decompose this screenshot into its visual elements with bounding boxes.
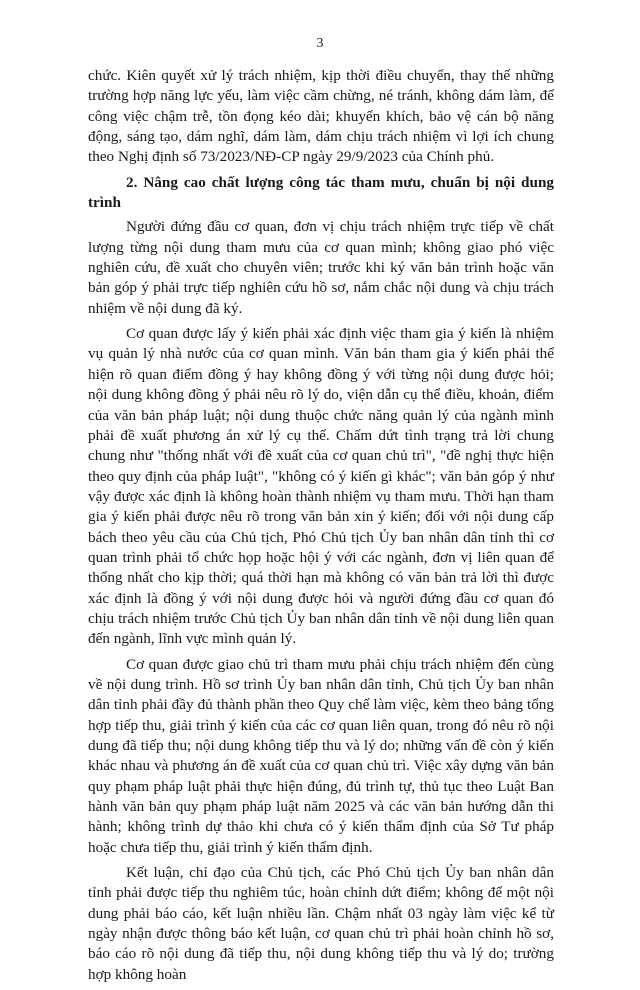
paragraph-conclusions: Kết luận, chỉ đạo của Chủ tịch, các Phó Chủ tịch Ủy ban nhân dân tỉnh phải được tiếp thu nghiêm túc, hoàn chỉnh dứt điểm; không để một nội dung phải báo cáo, kết luận nhiều lần. Chậm nhất 03 ngày làm việc kể từ ngày nhận được thông báo kết luận, cơ quan chủ trì phải hoàn chỉnh hồ sơ, báo cáo rõ nội dung đã tiếp thu, nội dung không tiếp thu và lý do; trường hợp không hoàn [88, 864, 554, 983]
paragraph-leader-responsibility: Người đứng đầu cơ quan, đơn vị chịu trách nhiệm trực tiếp về chất lượng từng nội dung tham mưu của cơ quan mình; không giao phó việc nghiên cứu, đề xuất cho chuyên viên; trước khi ký văn bản trình hoặc văn bản góp ý phải trực tiếp nghiên cứu hồ sơ, nắm chắc nội dung và chịu trách nhiệm về nội dung đã ký. [88, 218, 554, 317]
document-body [88, 66, 554, 990]
paragraph-consultation-opinions: Cơ quan được lấy ý kiến phải xác định việc tham gia ý kiến là nhiệm vụ quản lý nhà nước của cơ quan mình. Văn bản tham gia ý kiến phải thể hiện rõ quan điểm đồng ý hay không đồng ý với từng nội dung được hỏi; nội dung không đồng ý phải nêu rõ lý do, viện dẫn cụ thể điều, khoản, điểm của văn bản pháp luật; nội dung thuộc chức năng quản lý của ngành mình phải đề xuất phương án xử lý cụ thể. Chấm dứt tình trạng trả lời chung chung như "thống nhất với đề xuất của cơ quan chủ trì", "đề nghị thực hiện theo quy định của pháp luật", "không có ý kiến gì khác"; văn bản góp ý như vậy được xác định là không hoàn thành nhiệm vụ tham mưu. Thời hạn tham gia ý kiến phải được nêu rõ trong văn bản xin ý kiến; đối với nội dung cấp bách theo yêu cầu của Chủ tịch, Phó Chủ tịch Ủy ban nhân dân tỉnh thì cơ quan trình phải tổ chức họp hoặc hội ý với các ngành, đơn vị liên quan để thống nhất cho kịp thời; quá thời hạn mà không có văn bản trả lời thì được xác định là đồng ý với nội dung được hỏi và người đứng đầu cơ quan đó chịu trách nhiệm trước Chủ tịch Ủy ban nhân dân tỉnh về nội dung liên quan đến ngành, lĩnh vực mình quản lý. [88, 325, 554, 648]
paragraph-continuation: chức. Kiên quyết xử lý trách nhiệm, kịp thời điều chuyển, thay thế những trường hợp năng lực yếu, làm việc cầm chừng, né tránh, không dám làm, để công việc chậm trễ, tồn đọng kéo dài; khuyến khích, bảo vệ cán bộ năng động, sáng tạo, dám nghĩ, dám làm, dám chịu trách nhiệm vì lợi ích chung theo Nghị định số 73/2023/NĐ-CP ngày 29/9/2023 của Chính phủ. [88, 67, 554, 166]
paragraph-lead-agency: Cơ quan được giao chủ trì tham mưu phải chịu trách nhiệm đến cùng về nội dung trình. Hồ sơ trình Ủy ban nhân dân tỉnh, Chủ tịch Ủy ban nhân dân tỉnh phải đầy đủ thành phần theo Quy chế làm việc, kèm theo bảng tổng hợp tiếp thu, giải trình ý kiến của các cơ quan liên quan, trong đó nêu rõ nội dung đã tiếp thu; nội dung không tiếp thu và lý do; những vấn đề còn ý kiến khác nhau và phương án đề xuất của cơ quan chủ trì. Việc xây dựng văn bản quy phạm pháp luật phải thực hiện đúng, đủ trình tự, thủ tục theo Luật Ban hành văn bản quy phạm pháp luật năm 2025 và các văn bản hướng dẫn thi hành; không trình dự thảo khi chưa có ý kiến thẩm định của Sở Tư pháp hoặc chưa tiếp thu, giải trình ý kiến thẩm định. [88, 655, 554, 856]
page-number: 3 [316, 36, 324, 51]
section-heading: 2. Nâng cao chất lượng công tác tham mưu, chuẩn bị nội dung trình [88, 173, 554, 212]
